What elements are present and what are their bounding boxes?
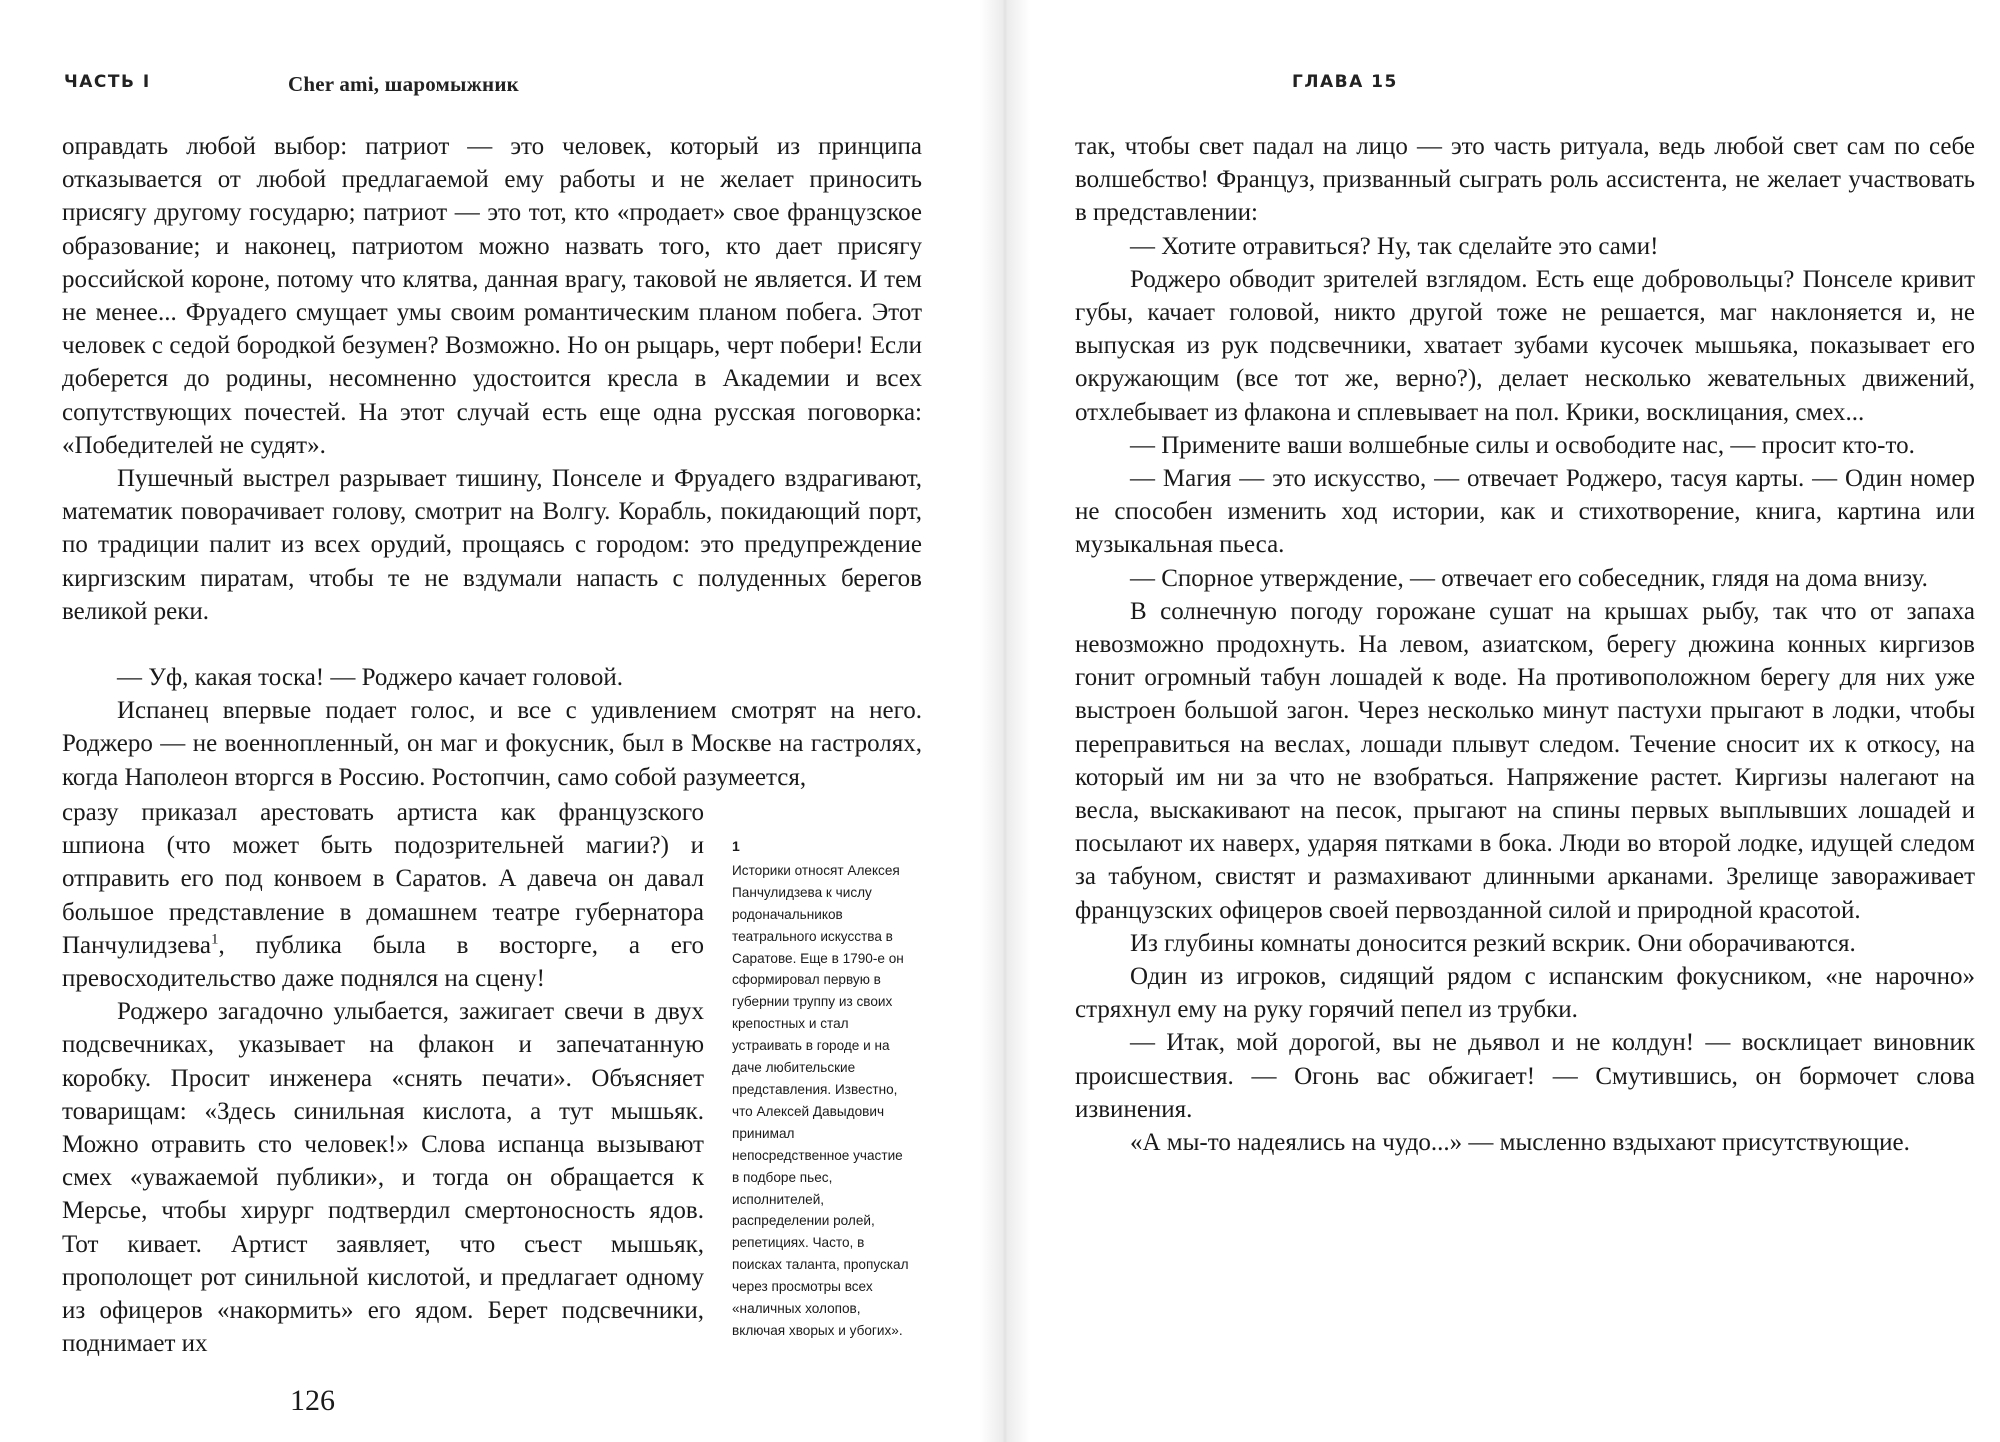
left-main-text [62, 130, 922, 794]
paragraph: «А мы-то надеялись на чудо...» — мысленно вздыхают присутствующие. [1130, 1129, 1910, 1157]
running-head-title: Cher ami, шаромыжник [288, 72, 519, 96]
running-head-part: ЧАСТЬ I [64, 72, 151, 92]
footnote-text: Историки относят Алексея Панчулидзева к числу родоначальников театрального искусства в Саратове. Еще в 1790-е он сформировал первую в губернии труппу из своих крепостных и стал устраивать в городе и на даче любительские представления. Известно, что Алексей Давыдович принимал непосредственное участие в подборе пьес, исполнителей, распределении ролей, репетициях. Часто, в поисках таланта, пропускал через просмотры всех «наличных холопов, включая хворых и убогих». [732, 862, 909, 1338]
paragraph: так, чтобы свет падал на лицо — это часть ритуала, ведь любой свет сам по себе волшебство! Француз, призванный сыграть роль ассистента, не желает участвовать в представлении: [1075, 133, 1975, 227]
paragraph: Из глубины комнаты доносится резкий вскрик. Они оборачиваются. [1130, 929, 1856, 957]
page-number: 126 [290, 1384, 335, 1417]
paragraph: Один из игроков, сидящий рядом с испанским фокусником, «не нарочно» стряхнул ему на руку горячий пепел из трубки. [1075, 963, 1975, 1024]
paragraph: Роджеро загадочно улыбается, зажигает свечи в двух подсвечниках, указывает на флакон и запечатанную коробку. Просит инженера «снять печати». Объясняет товарищам: «Здесь синильная кислота, а тут мышьяк. Можно отравить сто человек!» Слова испанца вызывают смех «уважаемой публики», и тогда он обращается к Мерсье, чтобы хирург подтвердил смертоносность ядов. Тот кивает. Артист заявляет, что съест мышьяк, прополощет рот синильной кислотой, и предлагает одному из офицеров «накормить» его ядом. Берет подсвечники, поднимает их [62, 998, 704, 1358]
dialogue-line: — Итак, мой дорогой, вы не дьявол и не колдун! — восклицает виновник происшествия. — Огонь вас обжигает! — Смутившись, он бормочет слова извинения. [1075, 1029, 1975, 1123]
paragraph [62, 796, 704, 995]
right-main-text [1075, 130, 1975, 1159]
right-page [1030, 0, 2000, 1442]
left-page [0, 0, 990, 1442]
dialogue-line: — Спорное утверждение, — отвечает его собеседник, глядя на дома внизу. [1130, 564, 1928, 592]
dialogue-line: — Примените ваши волшебные силы и освободите нас, — просит кто-то. [1130, 431, 1915, 459]
paragraph: Испанец впервые подает голос, и все с удивлением смотрят на него. Роджеро — не военнопленный, он маг и фокусник, был в Москве на гастролях, когда Наполеон вторгся в Россию. Ростопчин, само собой разумеется, [62, 697, 922, 791]
text-run: , публика была в восторге, а его превосходительство даже поднялся на сцену! [62, 931, 704, 993]
footnote-number: 1 [732, 838, 740, 854]
dialogue-line: — Уф, какая тоска! — Роджеро качает головой. [117, 664, 624, 692]
paragraph: Пушечный выстрел разрывает тишину, Понселе и Фруадего вздрагивают, математик поворачивает голову, смотрит на Волгу. Корабль, покидающий порт, по традиции палит из всех орудий, прощаясь с городом: это предупреждение киргизским пиратам, чтобы те не вздумали напасть с полуденных берегов великой реки. [62, 465, 922, 625]
footnote [732, 836, 910, 1342]
footnote-reference[interactable]: 1 [210, 931, 219, 948]
text-run: сразу приказал арестовать артиста как французского шпиона (что может быть подозрительней магии?) и отправить его под конвоем в Саратов. А давеча он давал большое представление в домашнем театре губернатора Панчулидзева [62, 799, 704, 959]
dialogue-line: — Хотите отравиться? Ну, так сделайте это сами! [1130, 232, 1659, 260]
left-narrow-text [62, 796, 704, 1360]
running-head-chapter: ГЛАВА 15 [1292, 72, 1398, 92]
paragraph: В солнечную погоду горожане сушат на крышах рыбу, так что от запаха невозможно продохнуть. На левом, азиатском, берегу дюжина конных киргизов гонит огромный табун лошадей к воде. На противоположном берегу для них уже выстроен большой загон. Через несколько минут пастухи прыгают в лодки, чтобы переправиться на веслах, лошади плывут следом. Течение сносит их к откосу, на который им ни за что не взобраться. Напряжение растет. Киргизы налегают на весла, выскакивают на песок, прыгают на спины первых выплывших лошадей и посылают их наверх, ударяя пятками в бока. Люди во второй лодке, идущей следом за табуном, свистят и размахивают длинными арканами. Зрелище завораживает французских офицеров своей первозданной силой и природной красотой. [1075, 597, 1975, 924]
paragraph: оправдать любой выбор: патриот — это человек, который из принципа отказывается от любой предлагаемой ему работы и не желает приносить присягу другому государю; патриот — это тот, кто «продает» свое французское образование; и наконец, патриотом можно назвать того, кто дает присягу российской короне, потому что клятва, данная врагу, таковой не является. И тем не менее... Фруадего смущает умы своим романтическим планом побега. Этот человек с седой бородкой безумен? Возможно. Но он рыцарь, черт побери! Если доберется до родины, несомненно удостоится кресла в Академии и всех сопутствующих почестей. На этот случай есть еще одна русская поговорка: «Победителей не судят». [62, 133, 922, 459]
dialogue-line: — Магия — это искусство, — отвечает Роджеро, тасуя карты. — Один номер не способен изменить ход истории, как и стихотворение, книга, картина или музыкальная пьеса. [1075, 465, 1975, 559]
paragraph: Роджеро обводит зрителей взглядом. Есть еще добровольцы? Понселе кривит губы, качает головой, никто другой тоже не решается, маг наклоняется и, не выпуская из рук подсвечники, хватает зубами кусочек мышьяка, показывает его окружающим (все тот же, верно?), делает несколько жевательных движений, отхлебывает из флакона и сплевывает на пол. Крики, восклицания, смех... [1075, 265, 1975, 426]
